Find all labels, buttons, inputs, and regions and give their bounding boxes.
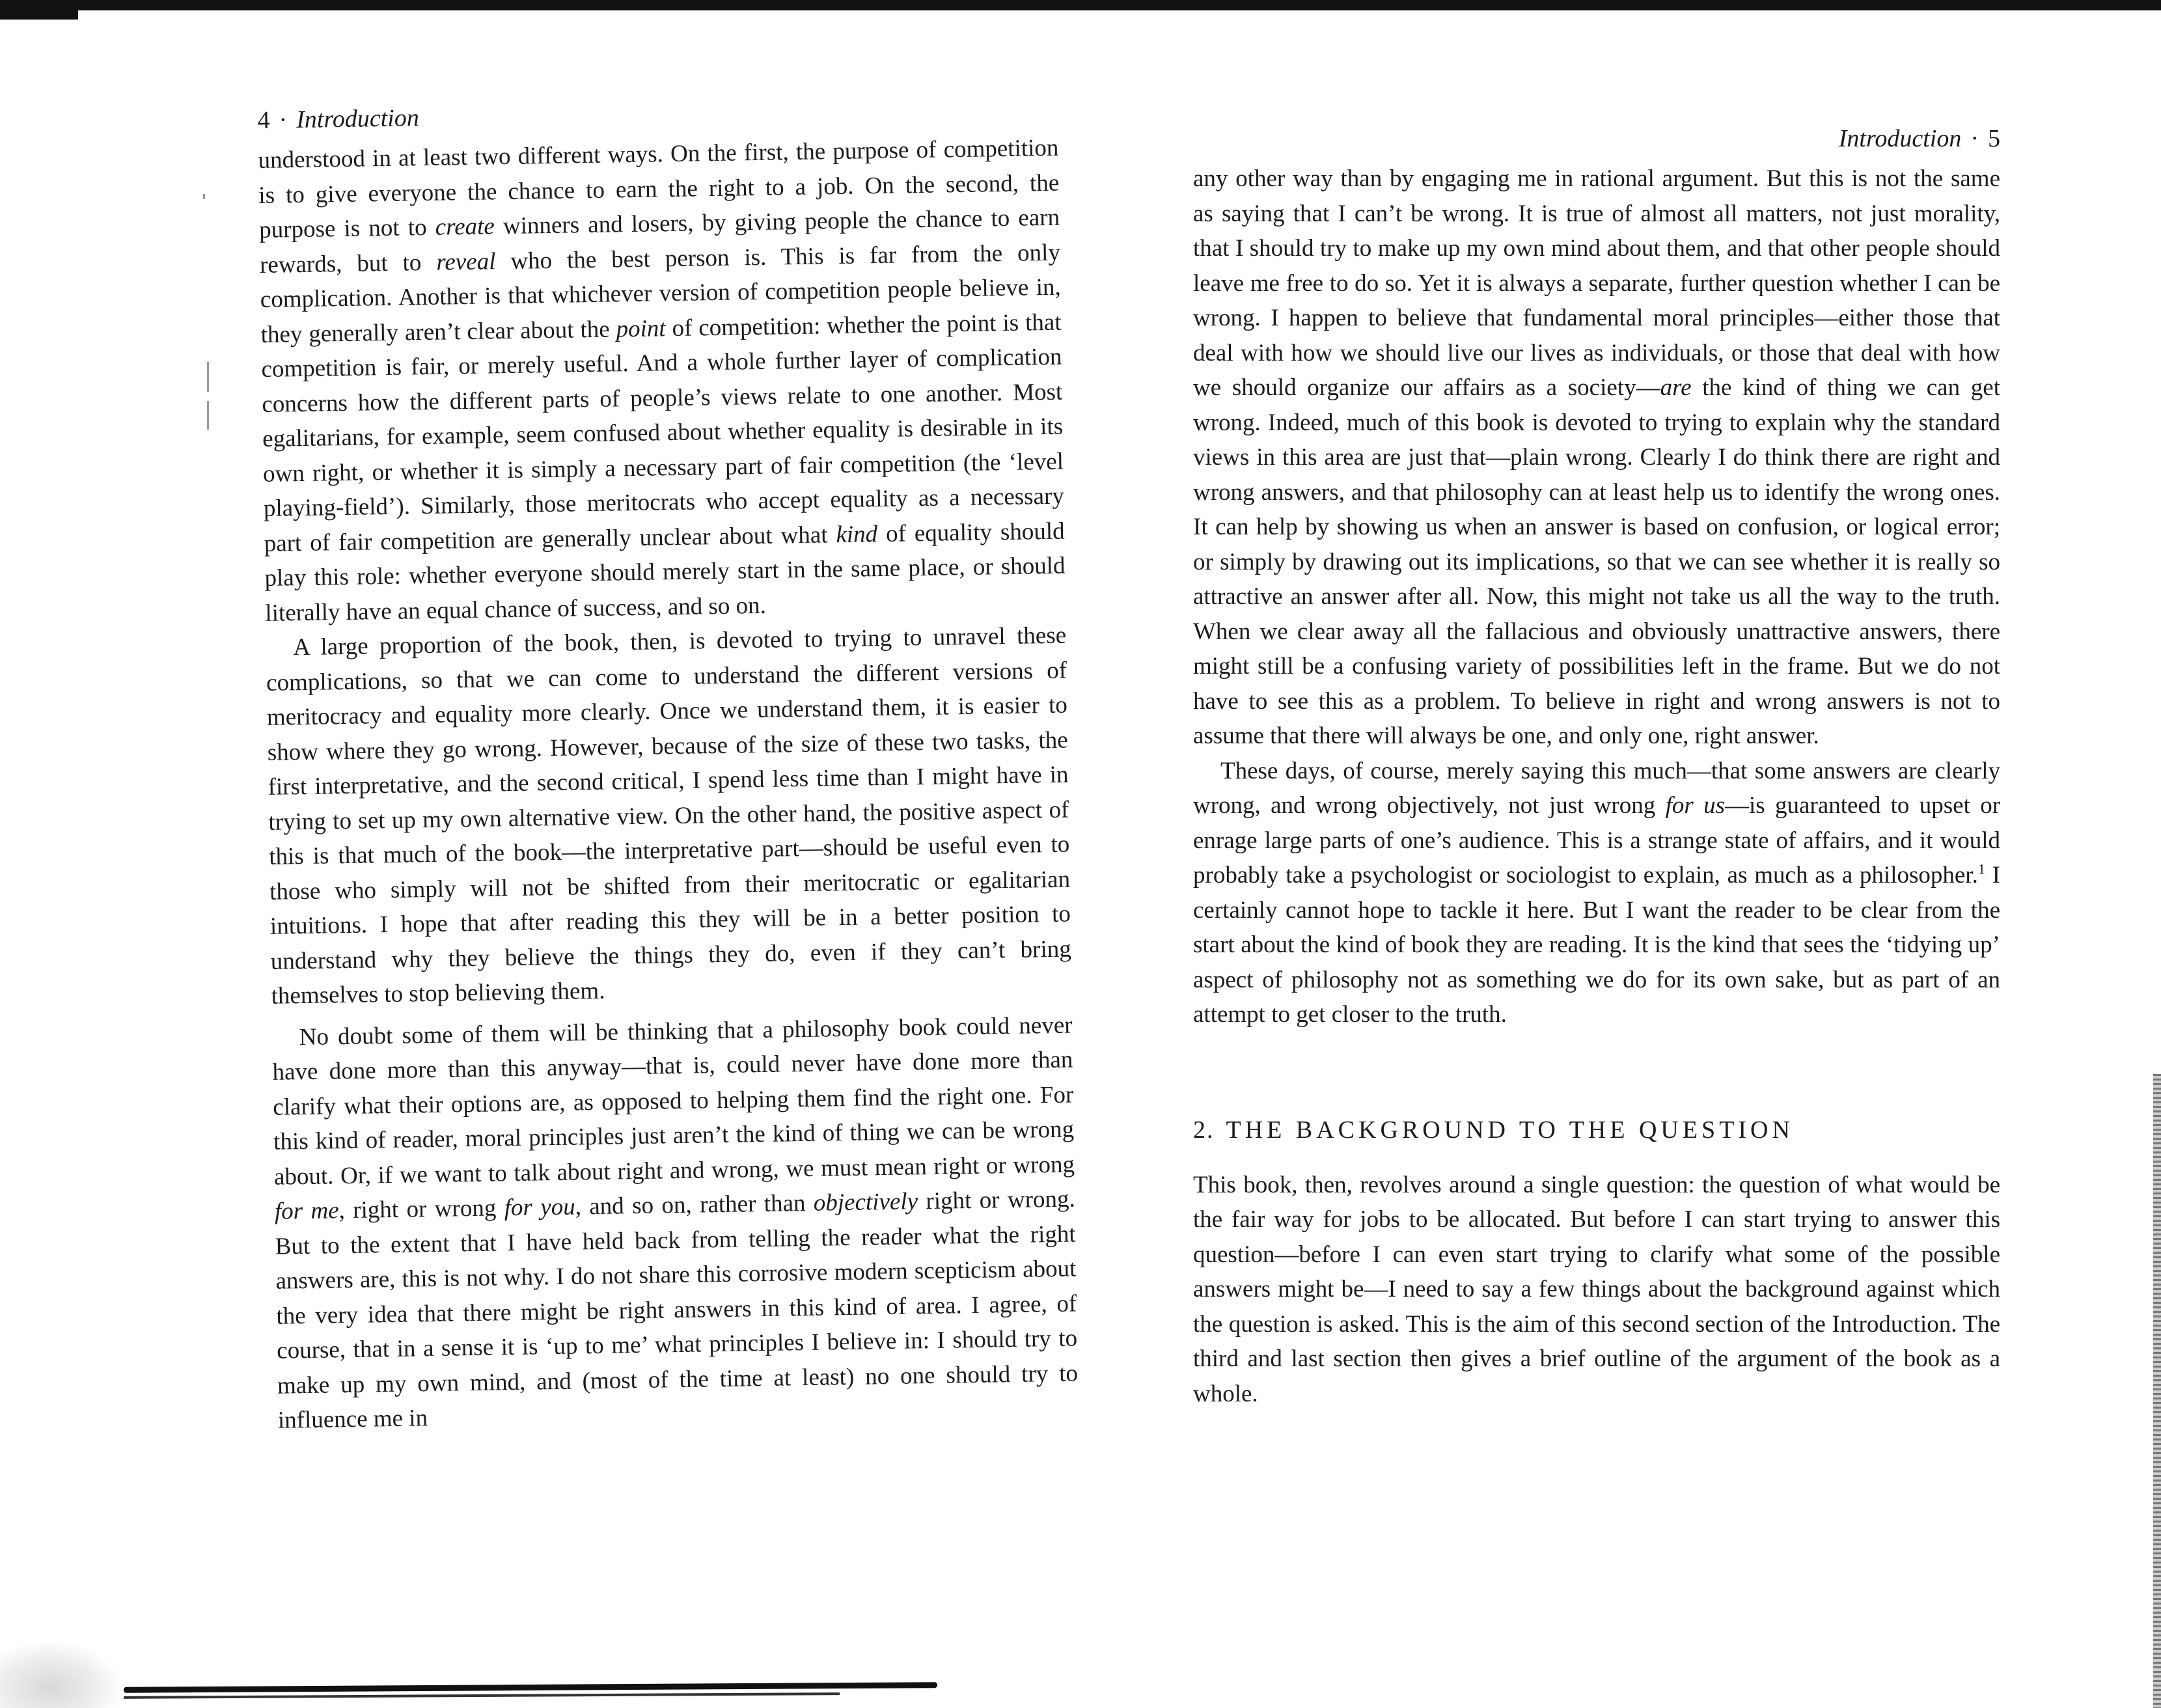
running-title: Introduction — [1838, 125, 1962, 152]
italic-run: for us — [1665, 792, 1726, 819]
left-page — [257, 85, 1079, 1439]
scan-fleck — [207, 362, 209, 392]
text-run: No doubt some of them will be thinking that a philosophy book could never have done more than this anyway—that is, could never have done more than clarify what their options are, as opposed to helping them find the right one. For this kind of reader, moral principles just aren’t the kind of thing we can be wrong about. Or, if we want to talk about right and wrong, we must mean right or wrong — [272, 1012, 1075, 1191]
paragraph — [258, 131, 1066, 631]
text-run: the kind of thing we can get wrong. Indeed, much of this book is devoted to trying to explain why the standard views in this area are just that—plain wrong. Clearly I do think there are right and wrong answers, and that philosophy can at least help us to identify the wrong ones. It can help by showing us when an answer is based on confusion, or logical error; or simply by drawing out its implications, so that we can see whether it is really so attractive an answer after all. Now, this might not take us all the way to the truth. When we clear away all the fallacious and obviously unattractive answers, there might still be a confusing variety of possibilities left in the frame. But we do not have to see this as a problem. To believe in right and wrong answers is not to assume that there will always be one, and only one, right answer. — [1193, 374, 2000, 749]
paragraph — [266, 618, 1072, 1014]
running-title: Introduction — [296, 104, 420, 134]
text-run: of competition: whether the point is that competition is fair, or merely useful. And a whole further layer of complication concerns how the different parts of people’s views relate to one another. Most egalitarians, for example, seem confused about whether equality is desirable in its own right, or whether it is simply a necessary part of fair competition (the ‘level playing-field’). Similarly, those meritocrats who accept equality as a necessary part of fair competition are generally unclear about what — [261, 309, 1065, 557]
scan-corner-shadow — [0, 1640, 124, 1708]
text-run: —is guaranteed to upset or enrage large parts of one’s audience. This is a strange state of affairs, and it would probably take a psychologist or sociologist to explain, as much as a philosopher. — [1193, 792, 2001, 888]
italic-run: create — [435, 213, 495, 241]
right-body-text — [1193, 161, 2000, 1032]
running-head-right — [1193, 116, 2000, 161]
italic-run: for me — [274, 1197, 339, 1225]
right-body-text-after — [1193, 1168, 2000, 1412]
scan-right-edge — [2153, 1074, 2161, 1708]
scan-fleck — [203, 194, 205, 199]
text-run: This book, then, revolves around a single question: the question of what would be the fair way for jobs to be allocated. But before I can start trying to answer this question—before I can even start trying to clarify what some of the possible answers might be—I need to say a few things about the background against which the question is asked. This is the aim of this second section of the Introduction. The third and last section then gives a brief outline of the argument of the book as a whole. — [1193, 1171, 2000, 1407]
text-run: I certainly cannot hope to tackle it here. But I want the reader to be clear from the start about the kind of book they are reading. It is the kind that sees the ‘tidying up’ aspect of philosophy not as something we do for its own sake, but as part of an attempt to get closer to the truth. — [1193, 862, 2001, 1028]
scan-fleck — [207, 401, 209, 430]
italic-run: point — [616, 314, 666, 342]
italic-run: reveal — [436, 247, 496, 276]
page-number: 5 — [1988, 125, 2000, 152]
paragraph — [271, 1008, 1079, 1438]
section-heading — [1193, 1110, 2000, 1150]
left-body-text — [258, 131, 1079, 1439]
scan-bottom-edge — [124, 1682, 937, 1693]
text-run: winners and losers, by giving people the chance to earn rewards, but to — [259, 204, 1060, 279]
section-title: THE BACKGROUND TO THE QUESTION — [1226, 1116, 1794, 1144]
footnote-marker: 1 — [1977, 861, 1985, 877]
italic-run: objectively — [813, 1188, 918, 1217]
italic-run: kind — [836, 520, 878, 548]
paragraph — [1193, 1168, 2000, 1412]
right-page — [1193, 116, 2000, 1411]
header-separator: · — [1970, 125, 1979, 152]
scan-top-border — [0, 0, 2161, 10]
section-number: 2. — [1193, 1116, 1215, 1144]
text-run: who the best person is. This is far from the only complication. Another is that whichever version of competition people believe in, they generally aren’t clear about the — [260, 239, 1062, 348]
scan-bottom-edge-inner — [124, 1692, 840, 1699]
italic-run: for you — [504, 1193, 576, 1222]
italic-run: are — [1660, 374, 1692, 401]
paragraph — [1193, 161, 2000, 754]
text-run: of equality should play this role: whether everyone should merely start in the same place, or should literally have an equal chance of success, and so on. — [264, 517, 1066, 627]
text-run: , right or wrong — [338, 1194, 505, 1224]
paragraph — [1193, 754, 2000, 1032]
scan-top-notch — [0, 10, 78, 20]
text-run: , and so on, rather than — [575, 1189, 814, 1220]
text-run: any other way than by engaging me in rational argument. But this is not the same as saying that I can’t be wrong. It is true of almost all matters, not just morality, that I should try to make up my own mind about them, and that other people should leave me free to do so. Yet it is always a separate, further question whether I can be wrong. I happen to believe that fundamental moral principles—either those that deal with how we should live our lives as individuals, or those that deal with how we should organize our affairs as a society— — [1193, 165, 2000, 401]
page-number: 4 — [257, 106, 270, 134]
header-separator: · — [279, 106, 288, 134]
text-run: A large proportion of the book, then, is devoted to trying to unravel these complications, so that we can come to understand the different versions of meritocracy and equality more clearly. Once we understand them, it is easier to show where they go wrong. However, because of the size of these two tasks, the first interpretative, and the second critical, I spend less time than I might have in trying to set up my own alternative view. On the other hand, the positive aspect of this is that much of the book—the interpretative part—should be useful even to those who simply will not be shifted from their meritocratic or egalitarian intuitions. I hope that after reading this they will be in a better position to understand why they believe the things they do, even if they can’t bring themselves to stop believing them. — [266, 622, 1072, 1010]
text-run: right or wrong. But to the extent that I have held back from telling the reader what the right answers are, this is not why. I do not share this corrosive modern scepticism about the very idea that there might be right answers in this kind of area. I agree, of course, that in a sense it is ‘up to me’ what principles I believe in: I should try to make up my own mind, and (most of the time at least) no one should try to influence me in — [275, 1185, 1079, 1434]
text-run: understood in at least two different ways. On the first, the purpose of competition is to give everyone the chance to earn the right to a job. On the second, the purpose is not to — [258, 134, 1060, 243]
text-run: These days, of course, merely saying this much—that some answers are clearly wrong, and wrong objectively, not just wrong — [1193, 757, 2000, 819]
